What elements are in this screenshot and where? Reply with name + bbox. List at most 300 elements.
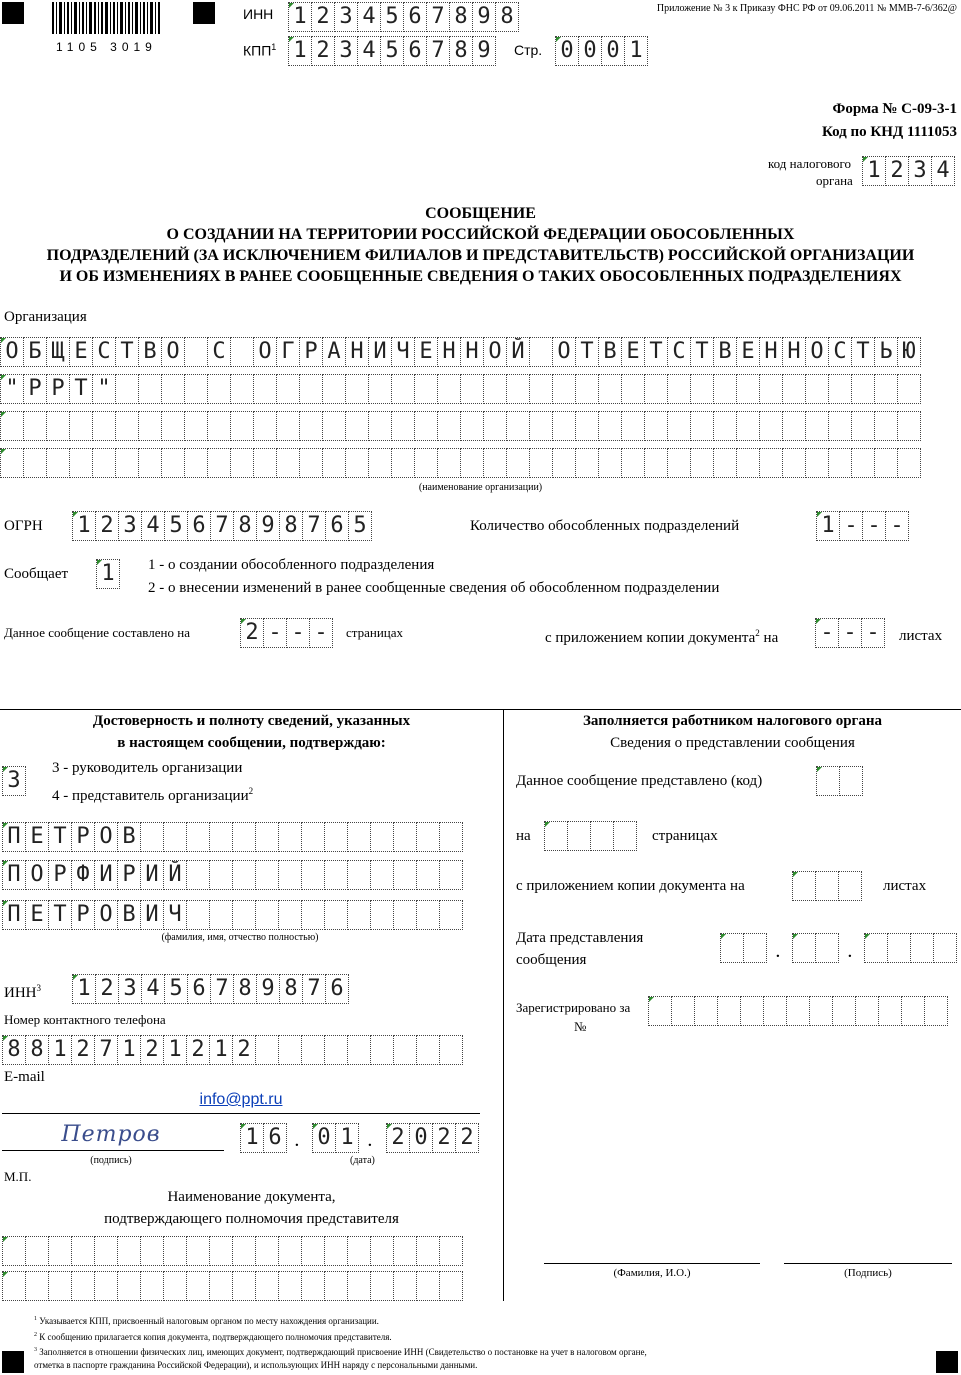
char-cell[interactable] bbox=[69, 448, 93, 478]
char-cell[interactable] bbox=[529, 448, 553, 478]
char-cell[interactable] bbox=[529, 411, 553, 441]
char-cell[interactable] bbox=[763, 996, 787, 1026]
char-cell[interactable]: 2 bbox=[885, 156, 909, 186]
char-cell[interactable] bbox=[370, 1271, 394, 1301]
char-cell[interactable]: П bbox=[2, 822, 26, 852]
char-cell[interactable] bbox=[864, 933, 888, 963]
char-cell[interactable]: Й bbox=[163, 860, 187, 890]
char-cell[interactable] bbox=[743, 933, 767, 963]
char-cell[interactable]: 8 bbox=[25, 1035, 49, 1065]
char-cell[interactable] bbox=[809, 996, 833, 1026]
char-cell[interactable] bbox=[209, 822, 233, 852]
char-cell[interactable] bbox=[117, 1236, 141, 1266]
char-cell[interactable]: 4 bbox=[357, 2, 381, 32]
char-cell[interactable] bbox=[667, 411, 691, 441]
officer-pages-cells[interactable] bbox=[544, 821, 636, 851]
char-cell[interactable]: - bbox=[815, 618, 839, 648]
char-cell[interactable] bbox=[694, 996, 718, 1026]
char-cell[interactable] bbox=[232, 1271, 256, 1301]
char-cell[interactable] bbox=[529, 337, 553, 367]
char-cell[interactable] bbox=[910, 933, 934, 963]
char-cell[interactable]: 8 bbox=[279, 511, 303, 541]
char-cell[interactable]: П bbox=[2, 900, 26, 930]
char-cell[interactable]: Р bbox=[48, 860, 72, 890]
organization-row-2[interactable] bbox=[0, 374, 920, 404]
char-cell[interactable]: 1 bbox=[72, 974, 96, 1004]
char-cell[interactable]: Р bbox=[299, 337, 323, 367]
char-cell[interactable] bbox=[933, 933, 957, 963]
char-cell[interactable] bbox=[575, 411, 599, 441]
char-cell[interactable]: Щ bbox=[46, 337, 70, 367]
char-cell[interactable]: 2 bbox=[240, 618, 264, 648]
char-cell[interactable] bbox=[255, 1271, 279, 1301]
char-cell[interactable] bbox=[324, 1271, 348, 1301]
char-cell[interactable] bbox=[186, 1236, 210, 1266]
char-cell[interactable]: 1 bbox=[72, 511, 96, 541]
char-cell[interactable]: 5 bbox=[164, 511, 188, 541]
char-cell[interactable] bbox=[393, 822, 417, 852]
char-cell[interactable] bbox=[230, 337, 254, 367]
char-cell[interactable] bbox=[878, 996, 902, 1026]
doc-row-1[interactable] bbox=[2, 1236, 462, 1266]
char-cell[interactable] bbox=[46, 448, 70, 478]
inn-cells[interactable] bbox=[288, 2, 518, 32]
char-cell[interactable] bbox=[255, 1035, 279, 1065]
char-cell[interactable] bbox=[644, 411, 668, 441]
char-cell[interactable]: П bbox=[2, 860, 26, 890]
kpp-cells[interactable] bbox=[288, 36, 495, 66]
char-cell[interactable] bbox=[828, 374, 852, 404]
char-cell[interactable] bbox=[567, 821, 591, 851]
char-cell[interactable]: 7 bbox=[210, 974, 234, 1004]
char-cell[interactable] bbox=[815, 871, 839, 901]
char-cell[interactable] bbox=[345, 411, 369, 441]
surname-cells[interactable] bbox=[2, 822, 462, 852]
char-cell[interactable] bbox=[690, 411, 714, 441]
char-cell[interactable] bbox=[393, 1271, 417, 1301]
char-cell[interactable] bbox=[439, 822, 463, 852]
char-cell[interactable] bbox=[140, 822, 164, 852]
char-cell[interactable] bbox=[276, 448, 300, 478]
char-cell[interactable]: Р bbox=[23, 374, 47, 404]
char-cell[interactable] bbox=[552, 411, 576, 441]
char-cell[interactable]: 1 bbox=[288, 36, 312, 66]
char-cell[interactable]: Т bbox=[48, 822, 72, 852]
char-cell[interactable]: Ф bbox=[71, 860, 95, 890]
char-cell[interactable] bbox=[667, 448, 691, 478]
char-cell[interactable] bbox=[347, 1236, 371, 1266]
char-cell[interactable] bbox=[805, 411, 829, 441]
char-cell[interactable] bbox=[324, 900, 348, 930]
char-cell[interactable]: И bbox=[140, 860, 164, 890]
char-cell[interactable]: Е bbox=[69, 337, 93, 367]
char-cell[interactable] bbox=[391, 411, 415, 441]
char-cell[interactable] bbox=[69, 411, 93, 441]
char-cell[interactable] bbox=[278, 1035, 302, 1065]
char-cell[interactable]: - bbox=[885, 511, 909, 541]
char-cell[interactable]: - bbox=[838, 618, 862, 648]
char-cell[interactable]: 3 bbox=[2, 766, 26, 796]
char-cell[interactable]: Н bbox=[460, 337, 484, 367]
char-cell[interactable] bbox=[887, 933, 911, 963]
char-cell[interactable] bbox=[414, 411, 438, 441]
char-cell[interactable] bbox=[924, 996, 948, 1026]
char-cell[interactable] bbox=[736, 411, 760, 441]
char-cell[interactable] bbox=[759, 374, 783, 404]
char-cell[interactable]: А bbox=[322, 337, 346, 367]
officer-copy-cells[interactable] bbox=[792, 871, 861, 901]
char-cell[interactable] bbox=[301, 900, 325, 930]
char-cell[interactable] bbox=[544, 821, 568, 851]
char-cell[interactable] bbox=[301, 860, 325, 890]
char-cell[interactable]: 6 bbox=[403, 36, 427, 66]
char-cell[interactable]: 0 bbox=[601, 36, 625, 66]
char-cell[interactable] bbox=[598, 374, 622, 404]
char-cell[interactable] bbox=[851, 411, 875, 441]
char-cell[interactable] bbox=[621, 374, 645, 404]
char-cell[interactable]: 8 bbox=[279, 974, 303, 1004]
char-cell[interactable] bbox=[483, 411, 507, 441]
char-cell[interactable]: О bbox=[483, 337, 507, 367]
char-cell[interactable]: Й bbox=[506, 337, 530, 367]
char-cell[interactable]: - bbox=[286, 618, 310, 648]
char-cell[interactable] bbox=[621, 411, 645, 441]
char-cell[interactable] bbox=[138, 374, 162, 404]
subdivisions-cells[interactable] bbox=[816, 511, 908, 541]
char-cell[interactable]: 2 bbox=[311, 2, 335, 32]
char-cell[interactable] bbox=[94, 1271, 118, 1301]
char-cell[interactable]: 2 bbox=[140, 1035, 164, 1065]
char-cell[interactable] bbox=[278, 1271, 302, 1301]
char-cell[interactable] bbox=[2, 1236, 26, 1266]
char-cell[interactable] bbox=[25, 1271, 49, 1301]
char-cell[interactable]: С bbox=[207, 337, 231, 367]
officer-date-month[interactable] bbox=[792, 933, 838, 963]
registered-number-cells[interactable] bbox=[648, 996, 947, 1026]
char-cell[interactable] bbox=[46, 411, 70, 441]
char-cell[interactable] bbox=[347, 822, 371, 852]
char-cell[interactable] bbox=[644, 374, 668, 404]
char-cell[interactable] bbox=[671, 996, 695, 1026]
char-cell[interactable] bbox=[874, 374, 898, 404]
char-cell[interactable]: О bbox=[805, 337, 829, 367]
char-cell[interactable] bbox=[276, 374, 300, 404]
char-cell[interactable]: - bbox=[309, 618, 333, 648]
char-cell[interactable]: 7 bbox=[210, 511, 234, 541]
char-cell[interactable] bbox=[230, 448, 254, 478]
char-cell[interactable]: Р bbox=[46, 374, 70, 404]
char-cell[interactable] bbox=[460, 448, 484, 478]
char-cell[interactable]: С bbox=[667, 337, 691, 367]
char-cell[interactable] bbox=[416, 822, 440, 852]
char-cell[interactable] bbox=[792, 933, 816, 963]
char-cell[interactable] bbox=[161, 374, 185, 404]
char-cell[interactable] bbox=[370, 1236, 394, 1266]
char-cell[interactable]: 3 bbox=[334, 36, 358, 66]
char-cell[interactable] bbox=[416, 900, 440, 930]
char-cell[interactable] bbox=[207, 411, 231, 441]
char-cell[interactable] bbox=[717, 996, 741, 1026]
char-cell[interactable] bbox=[232, 822, 256, 852]
char-cell[interactable]: 8 bbox=[449, 36, 473, 66]
char-cell[interactable]: 9 bbox=[256, 974, 280, 1004]
char-cell[interactable] bbox=[439, 1271, 463, 1301]
char-cell[interactable] bbox=[828, 448, 852, 478]
char-cell[interactable] bbox=[347, 1035, 371, 1065]
char-cell[interactable] bbox=[163, 822, 187, 852]
char-cell[interactable]: 0 bbox=[555, 36, 579, 66]
char-cell[interactable]: 1 bbox=[96, 559, 120, 589]
char-cell[interactable] bbox=[393, 1236, 417, 1266]
char-cell[interactable]: О bbox=[0, 337, 24, 367]
char-cell[interactable] bbox=[368, 374, 392, 404]
char-cell[interactable] bbox=[115, 448, 139, 478]
char-cell[interactable] bbox=[391, 374, 415, 404]
copy-cells[interactable] bbox=[815, 618, 884, 648]
char-cell[interactable]: 3 bbox=[908, 156, 932, 186]
char-cell[interactable] bbox=[324, 860, 348, 890]
char-cell[interactable] bbox=[230, 374, 254, 404]
char-cell[interactable] bbox=[621, 448, 645, 478]
char-cell[interactable] bbox=[437, 411, 461, 441]
char-cell[interactable] bbox=[278, 860, 302, 890]
char-cell[interactable] bbox=[299, 448, 323, 478]
char-cell[interactable] bbox=[416, 1035, 440, 1065]
char-cell[interactable]: 9 bbox=[256, 511, 280, 541]
char-cell[interactable]: 1 bbox=[48, 1035, 72, 1065]
char-cell[interactable]: В bbox=[117, 822, 141, 852]
char-cell[interactable] bbox=[874, 448, 898, 478]
char-cell[interactable]: 5 bbox=[164, 974, 188, 1004]
char-cell[interactable]: " bbox=[0, 374, 24, 404]
char-cell[interactable] bbox=[713, 374, 737, 404]
char-cell[interactable] bbox=[414, 374, 438, 404]
char-cell[interactable] bbox=[552, 374, 576, 404]
char-cell[interactable] bbox=[460, 411, 484, 441]
char-cell[interactable]: 1 bbox=[117, 1035, 141, 1065]
char-cell[interactable]: В bbox=[117, 900, 141, 930]
char-cell[interactable] bbox=[506, 448, 530, 478]
char-cell[interactable] bbox=[163, 1236, 187, 1266]
char-cell[interactable] bbox=[301, 1035, 325, 1065]
char-cell[interactable] bbox=[370, 860, 394, 890]
char-cell[interactable]: 7 bbox=[426, 2, 450, 32]
char-cell[interactable] bbox=[276, 411, 300, 441]
char-cell[interactable] bbox=[529, 374, 553, 404]
officer-date-year[interactable] bbox=[864, 933, 956, 963]
char-cell[interactable]: Т bbox=[48, 900, 72, 930]
char-cell[interactable]: 3 bbox=[118, 511, 142, 541]
char-cell[interactable] bbox=[782, 411, 806, 441]
char-cell[interactable] bbox=[71, 1271, 95, 1301]
char-cell[interactable] bbox=[71, 1236, 95, 1266]
char-cell[interactable]: 8 bbox=[2, 1035, 26, 1065]
char-cell[interactable]: 2 bbox=[386, 1123, 410, 1153]
char-cell[interactable] bbox=[0, 448, 24, 478]
char-cell[interactable] bbox=[48, 1271, 72, 1301]
char-cell[interactable] bbox=[483, 448, 507, 478]
char-cell[interactable] bbox=[416, 1271, 440, 1301]
char-cell[interactable] bbox=[368, 411, 392, 441]
char-cell[interactable]: Е bbox=[414, 337, 438, 367]
char-cell[interactable]: 5 bbox=[348, 511, 372, 541]
char-cell[interactable]: 1 bbox=[624, 36, 648, 66]
char-cell[interactable]: 0 bbox=[409, 1123, 433, 1153]
char-cell[interactable] bbox=[439, 1236, 463, 1266]
char-cell[interactable] bbox=[2, 1271, 26, 1301]
char-cell[interactable] bbox=[897, 411, 921, 441]
char-cell[interactable]: Е bbox=[25, 900, 49, 930]
tax-code-cells[interactable] bbox=[862, 156, 954, 186]
char-cell[interactable]: С bbox=[92, 337, 116, 367]
pages-cells[interactable] bbox=[240, 618, 332, 648]
char-cell[interactable] bbox=[299, 411, 323, 441]
char-cell[interactable] bbox=[184, 411, 208, 441]
date-year-cells[interactable] bbox=[386, 1123, 478, 1153]
char-cell[interactable] bbox=[48, 1236, 72, 1266]
char-cell[interactable] bbox=[253, 411, 277, 441]
char-cell[interactable]: 9 bbox=[472, 2, 496, 32]
char-cell[interactable] bbox=[792, 871, 816, 901]
char-cell[interactable] bbox=[590, 821, 614, 851]
char-cell[interactable] bbox=[184, 337, 208, 367]
char-cell[interactable] bbox=[232, 1236, 256, 1266]
char-cell[interactable] bbox=[163, 1271, 187, 1301]
char-cell[interactable]: Е bbox=[621, 337, 645, 367]
char-cell[interactable] bbox=[370, 822, 394, 852]
char-cell[interactable] bbox=[782, 374, 806, 404]
phone-cells[interactable] bbox=[2, 1035, 462, 1065]
char-cell[interactable] bbox=[324, 1035, 348, 1065]
char-cell[interactable] bbox=[209, 860, 233, 890]
char-cell[interactable] bbox=[838, 871, 862, 901]
char-cell[interactable]: Т bbox=[575, 337, 599, 367]
char-cell[interactable]: Н bbox=[345, 337, 369, 367]
char-cell[interactable] bbox=[805, 374, 829, 404]
char-cell[interactable] bbox=[874, 411, 898, 441]
char-cell[interactable]: 5 bbox=[380, 2, 404, 32]
char-cell[interactable] bbox=[25, 1236, 49, 1266]
char-cell[interactable]: 7 bbox=[426, 36, 450, 66]
char-cell[interactable] bbox=[345, 374, 369, 404]
char-cell[interactable] bbox=[301, 822, 325, 852]
char-cell[interactable]: Р bbox=[117, 860, 141, 890]
char-cell[interactable]: 2 bbox=[432, 1123, 456, 1153]
char-cell[interactable]: О bbox=[161, 337, 185, 367]
char-cell[interactable] bbox=[483, 374, 507, 404]
char-cell[interactable]: 8 bbox=[233, 511, 257, 541]
char-cell[interactable]: О bbox=[94, 822, 118, 852]
char-cell[interactable] bbox=[897, 448, 921, 478]
char-cell[interactable] bbox=[209, 900, 233, 930]
char-cell[interactable]: 5 bbox=[380, 36, 404, 66]
char-cell[interactable] bbox=[324, 1236, 348, 1266]
char-cell[interactable] bbox=[347, 1271, 371, 1301]
char-cell[interactable]: 1 bbox=[335, 1123, 359, 1153]
char-cell[interactable] bbox=[828, 411, 852, 441]
char-cell[interactable] bbox=[345, 448, 369, 478]
email-value[interactable]: info@ppt.ru bbox=[199, 1091, 283, 1108]
char-cell[interactable] bbox=[667, 374, 691, 404]
char-cell[interactable]: И bbox=[368, 337, 392, 367]
char-cell[interactable]: 1 bbox=[288, 2, 312, 32]
char-cell[interactable] bbox=[736, 374, 760, 404]
char-cell[interactable]: 6 bbox=[263, 1123, 287, 1153]
char-cell[interactable]: 6 bbox=[403, 2, 427, 32]
name-cells[interactable] bbox=[2, 860, 462, 890]
char-cell[interactable] bbox=[690, 448, 714, 478]
char-cell[interactable] bbox=[370, 900, 394, 930]
char-cell[interactable] bbox=[232, 860, 256, 890]
person-inn-cells[interactable] bbox=[72, 974, 348, 1004]
char-cell[interactable]: Ь bbox=[874, 337, 898, 367]
char-cell[interactable] bbox=[815, 933, 839, 963]
char-cell[interactable] bbox=[209, 1271, 233, 1301]
char-cell[interactable]: В bbox=[138, 337, 162, 367]
char-cell[interactable]: В bbox=[598, 337, 622, 367]
char-cell[interactable] bbox=[255, 1236, 279, 1266]
officer-date-day[interactable] bbox=[720, 933, 766, 963]
char-cell[interactable] bbox=[832, 996, 856, 1026]
char-cell[interactable]: Т bbox=[851, 337, 875, 367]
char-cell[interactable] bbox=[138, 448, 162, 478]
char-cell[interactable] bbox=[138, 411, 162, 441]
char-cell[interactable] bbox=[209, 1236, 233, 1266]
char-cell[interactable] bbox=[347, 860, 371, 890]
char-cell[interactable] bbox=[255, 860, 279, 890]
char-cell[interactable]: Р bbox=[71, 900, 95, 930]
char-cell[interactable] bbox=[140, 1271, 164, 1301]
char-cell[interactable] bbox=[186, 822, 210, 852]
char-cell[interactable] bbox=[115, 374, 139, 404]
char-cell[interactable] bbox=[0, 411, 24, 441]
char-cell[interactable] bbox=[782, 448, 806, 478]
char-cell[interactable] bbox=[598, 448, 622, 478]
char-cell[interactable] bbox=[506, 411, 530, 441]
char-cell[interactable] bbox=[92, 448, 116, 478]
char-cell[interactable] bbox=[575, 374, 599, 404]
submitted-code-cells[interactable] bbox=[816, 766, 862, 796]
char-cell[interactable] bbox=[299, 374, 323, 404]
char-cell[interactable]: 9 bbox=[472, 36, 496, 66]
char-cell[interactable] bbox=[23, 411, 47, 441]
date-month-cells[interactable] bbox=[312, 1123, 358, 1153]
char-cell[interactable] bbox=[901, 996, 925, 1026]
char-cell[interactable]: 1 bbox=[862, 156, 886, 186]
char-cell[interactable] bbox=[437, 448, 461, 478]
page-cells[interactable] bbox=[555, 36, 647, 66]
char-cell[interactable]: И bbox=[94, 860, 118, 890]
organization-row-1[interactable] bbox=[0, 337, 920, 367]
char-cell[interactable] bbox=[186, 1271, 210, 1301]
char-cell[interactable]: 2 bbox=[95, 974, 119, 1004]
char-cell[interactable]: Ч bbox=[163, 900, 187, 930]
char-cell[interactable] bbox=[184, 448, 208, 478]
char-cell[interactable]: 1 bbox=[816, 511, 840, 541]
char-cell[interactable]: О bbox=[94, 900, 118, 930]
char-cell[interactable] bbox=[278, 900, 302, 930]
char-cell[interactable] bbox=[301, 1271, 325, 1301]
char-cell[interactable] bbox=[184, 374, 208, 404]
char-cell[interactable]: В bbox=[713, 337, 737, 367]
char-cell[interactable]: Н bbox=[437, 337, 461, 367]
char-cell[interactable]: - bbox=[861, 618, 885, 648]
char-cell[interactable] bbox=[230, 411, 254, 441]
char-cell[interactable]: Р bbox=[71, 822, 95, 852]
char-cell[interactable] bbox=[322, 448, 346, 478]
char-cell[interactable]: 6 bbox=[187, 511, 211, 541]
char-cell[interactable]: 2 bbox=[311, 36, 335, 66]
